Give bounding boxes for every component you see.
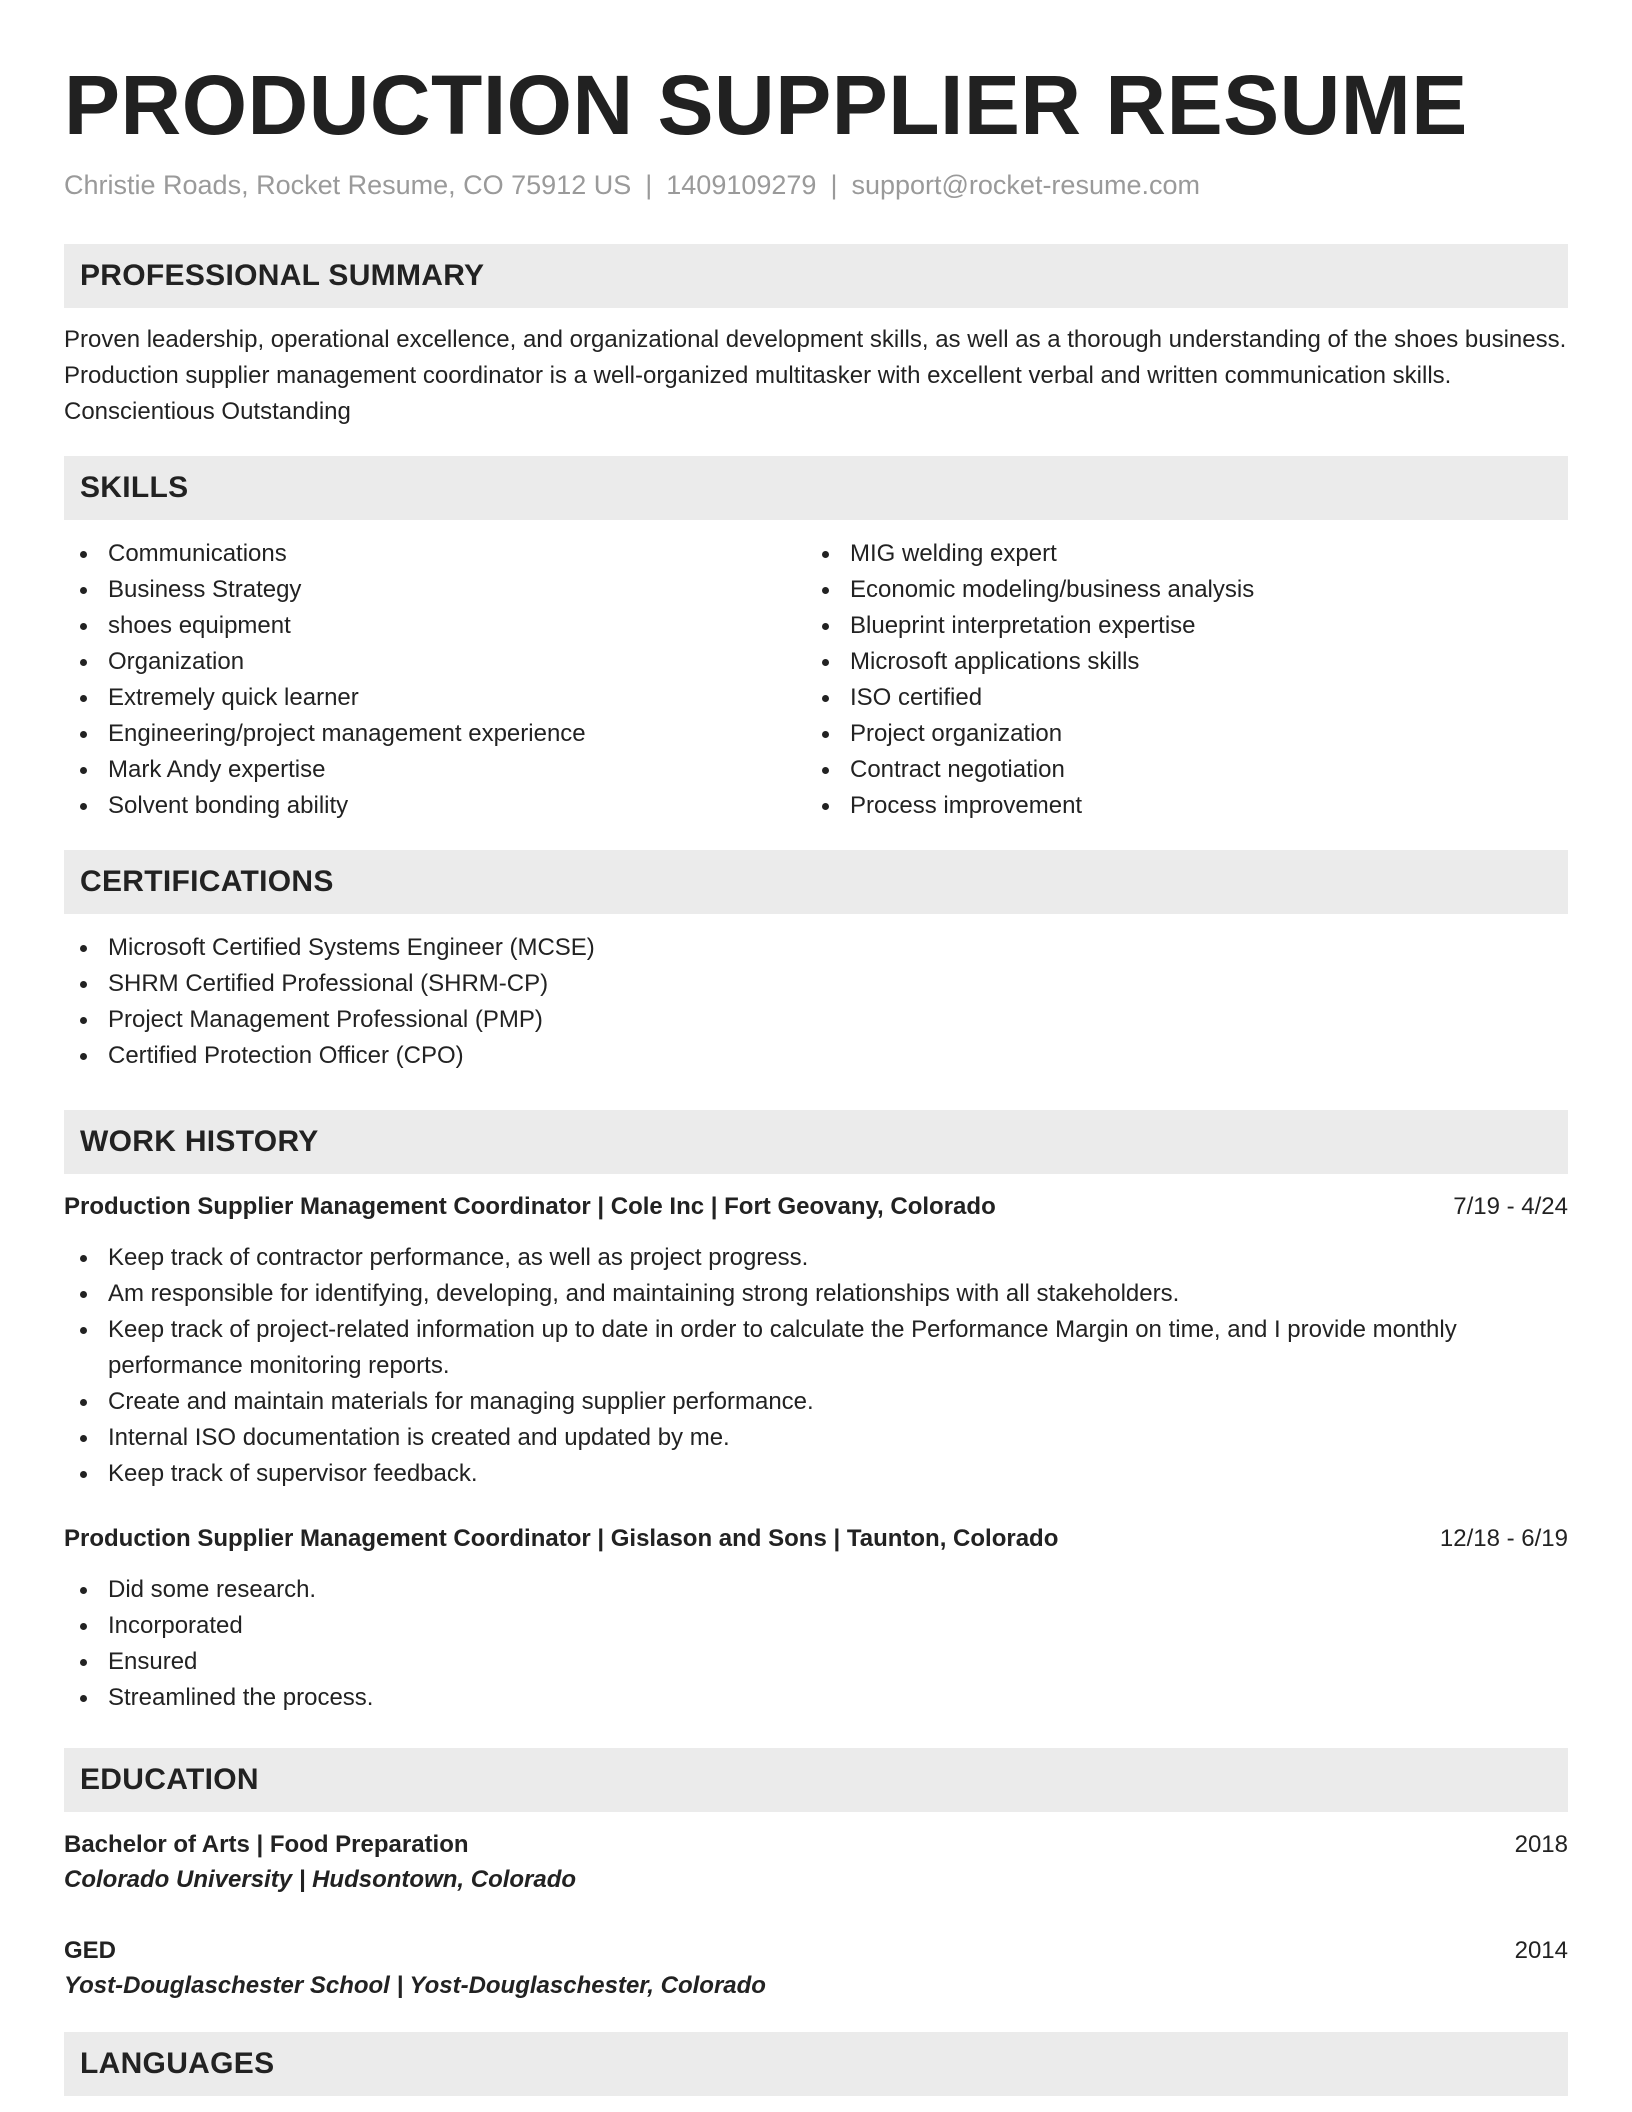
skill-item: Microsoft applications skills (806, 644, 1548, 680)
job-bullets (64, 1572, 1568, 1716)
job-header (64, 1522, 1568, 1556)
summary-text: Proven leadership, operational excellence, and organizational development skills, as well as a thorough understanding of the shoes business. Production supplier management coordinator is a well-organized multitasker with excellent verbal and written communication skills. Conscientious Outstanding (64, 326, 1567, 425)
certifications-list (64, 930, 1568, 1074)
job-entry (64, 1522, 1568, 1716)
education-school: Yost-Douglaschester School | Yost-Douglaschester, Colorado (64, 1972, 766, 1999)
job-bullet: Am responsible for identifying, developing, and maintaining strong relationships with all stakeholders. (64, 1276, 1568, 1312)
job-bullet: Internal ISO documentation is created and updated by me. (64, 1420, 1568, 1456)
skills-grid (64, 536, 1568, 824)
skill-item: Engineering/project management experience (64, 716, 806, 752)
education-entry (64, 1828, 1568, 1898)
section-header-work-history: WORK HISTORY (64, 1110, 1568, 1174)
contact-separator: | (830, 170, 838, 200)
section-header-languages: LANGUAGES (64, 2032, 1568, 2096)
education-header (64, 1828, 1568, 1862)
section-header-certifications: CERTIFICATIONS (64, 850, 1568, 914)
skill-item: Mark Andy expertise (64, 752, 806, 788)
contact-address: Christie Roads, Rocket Resume, CO 75912 US (64, 170, 632, 200)
job-title: Production Supplier Management Coordinator | Gislason and Sons | Taunton, Colorado (64, 1525, 1059, 1552)
certification-item: Certified Protection Officer (CPO) (64, 1038, 1568, 1074)
skills-list-right (806, 536, 1548, 824)
section-header-education: EDUCATION (64, 1748, 1568, 1812)
education-header (64, 1934, 1568, 1968)
skill-item: Organization (64, 644, 806, 680)
section-header-summary: PROFESSIONAL SUMMARY (64, 244, 1568, 308)
education-school: Colorado University | Hudsontown, Colorado (64, 1866, 577, 1893)
job-bullet: Incorporated (64, 1608, 1568, 1644)
skill-item: Project organization (806, 716, 1548, 752)
skill-item: Blueprint interpretation expertise (806, 608, 1548, 644)
job-dates: 12/18 - 6/19 (1439, 1525, 1568, 1552)
certification-item: SHRM Certified Professional (SHRM-CP) (64, 966, 1568, 1002)
contact-line (64, 168, 1568, 202)
job-title: Production Supplier Management Coordinator | Cole Inc | Fort Geovany, Colorado (64, 1193, 996, 1220)
job-bullet: Keep track of supervisor feedback. (64, 1456, 1568, 1492)
education-year: 2014 (1514, 1937, 1568, 1964)
job-bullet: Ensured (64, 1644, 1568, 1680)
section-header-skills: SKILLS (64, 456, 1568, 520)
skill-item: ISO certified (806, 680, 1548, 716)
skill-item: Extremely quick learner (64, 680, 806, 716)
page-title: PRODUCTION SUPPLIER RESUME (64, 58, 1468, 152)
contact-separator: | (645, 170, 653, 200)
skill-item: Contract negotiation (806, 752, 1548, 788)
job-dates: 7/19 - 4/24 (1453, 1193, 1568, 1220)
job-bullet: Streamlined the process. (64, 1680, 1568, 1716)
skills-list-left (64, 536, 806, 824)
skill-item: shoes equipment (64, 608, 806, 644)
education-year: 2018 (1514, 1831, 1568, 1858)
job-entry (64, 1190, 1568, 1492)
certification-item: Microsoft Certified Systems Engineer (MCSE) (64, 930, 1568, 966)
skill-item: Economic modeling/business analysis (806, 572, 1548, 608)
education-degree: Bachelor of Arts | Food Preparation (64, 1831, 469, 1858)
job-bullet: Keep track of contractor performance, as well as project progress. (64, 1240, 1568, 1276)
job-bullet: Did some research. (64, 1572, 1568, 1608)
education-entry (64, 1934, 1568, 2004)
skill-item: Communications (64, 536, 806, 572)
skill-item: Process improvement (806, 788, 1548, 824)
education-degree: GED (64, 1937, 117, 1964)
resume-page (64, 0, 1568, 2096)
job-bullet: Keep track of project-related information up to date in order to calculate the Performance Margin on time, and I provide monthly performance monitoring reports. (64, 1312, 1568, 1384)
skill-item: MIG welding expert (806, 536, 1548, 572)
job-bullet: Create and maintain materials for managing supplier performance. (64, 1384, 1568, 1420)
job-bullets (64, 1240, 1568, 1492)
job-header (64, 1190, 1568, 1224)
contact-email[interactable]: support@rocket-resume.com (851, 170, 1200, 200)
skill-item: Solvent bonding ability (64, 788, 806, 824)
skill-item: Business Strategy (64, 572, 806, 608)
contact-phone[interactable]: 1409109279 (666, 170, 817, 200)
certification-item: Project Management Professional (PMP) (64, 1002, 1568, 1038)
